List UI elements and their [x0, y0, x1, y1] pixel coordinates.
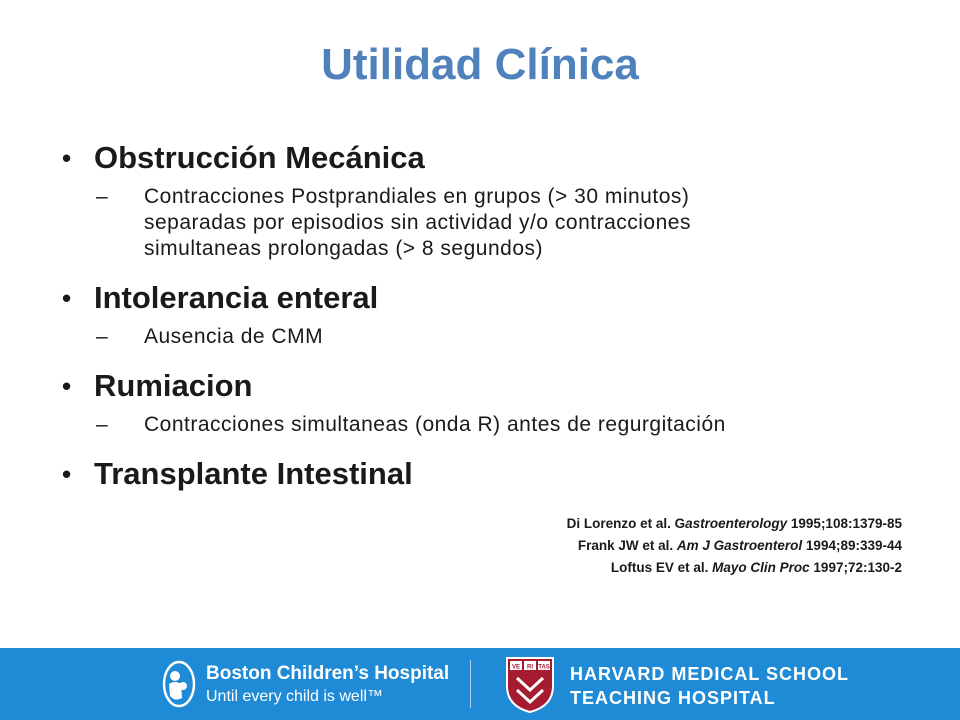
hms-title: HARVARD MEDICAL SCHOOL	[570, 664, 850, 684]
sub-item	[62, 324, 902, 350]
bullet-list	[62, 138, 902, 494]
bullet-item	[62, 454, 902, 494]
dash-icon: –	[96, 413, 109, 436]
bullet-item	[62, 138, 902, 178]
bch-name: Boston Children’s Hospital	[206, 663, 450, 684]
reference: Frank JW et al. Am J Gastroenterol 1994;89:339-44	[577, 538, 902, 553]
sub-line: separadas por episodios sin actividad y/o contracciones	[144, 211, 691, 234]
bullet-heading: Transplante Intestinal	[94, 456, 413, 491]
sub-line: Contracciones simultaneas (onda R) antes de regurgitación	[144, 413, 726, 436]
svg-text:VE: VE	[511, 664, 521, 671]
bch-tagline: Until every child is well™	[206, 688, 383, 705]
hms-subtitle: TEACHING HOSPITAL	[570, 688, 776, 708]
bullet-icon: •	[62, 143, 72, 173]
dash-icon: –	[96, 185, 109, 208]
sub-line: Contracciones Postprandiales en grupos (> 30 minutos)	[144, 185, 690, 208]
bullet-icon: •	[62, 371, 72, 401]
harvard-shield-icon	[505, 656, 555, 714]
bullet-item	[62, 366, 902, 406]
dash-icon: –	[96, 325, 109, 348]
sub-line: Ausencia de CMM	[144, 325, 324, 348]
footer-bar	[0, 648, 960, 720]
bullet-icon: •	[62, 283, 72, 313]
bullet-heading: Rumiacion	[94, 368, 253, 403]
reference: Di Lorenzo et al. Gastroenterology 1995;108:1379-85	[566, 516, 902, 531]
sub-line: simultaneas prolongadas (> 8 segundos)	[144, 237, 543, 260]
footer-divider	[470, 660, 471, 708]
bullet-icon: •	[62, 459, 72, 489]
slide-title: Utilidad Clínica	[321, 40, 639, 89]
svg-text:RI: RI	[527, 664, 533, 671]
svg-text:TAS: TAS	[538, 664, 550, 671]
sub-item	[62, 412, 902, 438]
references	[567, 513, 902, 579]
reference: Loftus EV et al. Mayo Clin Proc 1997;72:130-2	[610, 560, 902, 575]
sub-item	[62, 184, 902, 262]
boston-childrens-logo-icon	[162, 660, 196, 708]
bullet-heading: Intolerancia enteral	[94, 280, 379, 315]
bullet-item	[62, 278, 902, 318]
bullet-heading: Obstrucción Mecánica	[94, 140, 425, 175]
